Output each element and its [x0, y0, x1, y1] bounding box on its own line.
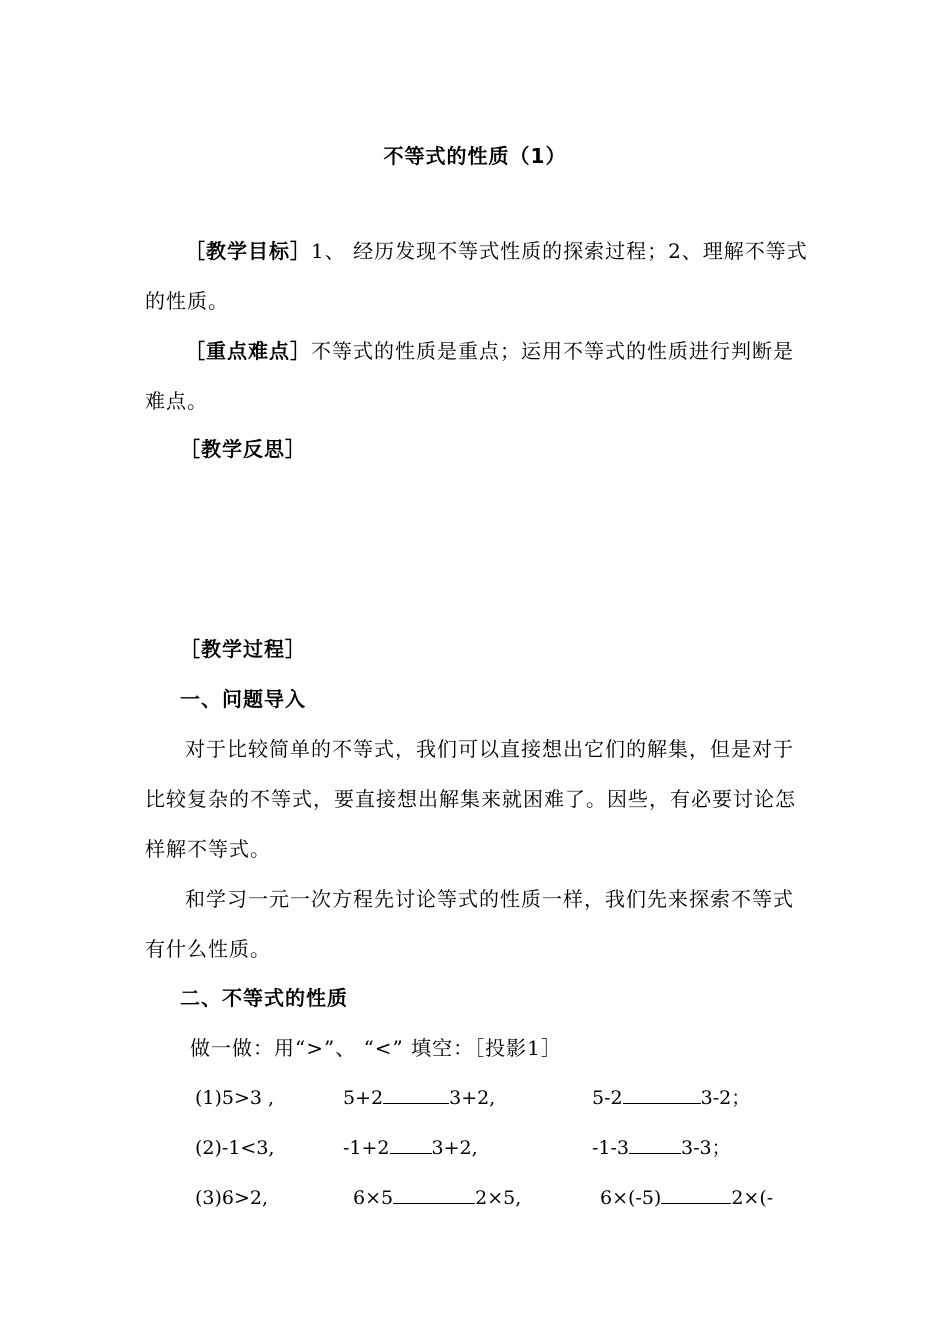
exercise-row [195, 1183, 815, 1213]
exercise-item [600, 1183, 773, 1213]
process-label: ［教学过程］ [180, 637, 306, 661]
section1-paragraph-1: 对于比较简单的不等式，我们可以直接想出它们的解集，但是对于比较复杂的不等式，要直接想出解集来就困难了。因些，有必要讨论怎样解不等式。 [145, 737, 796, 861]
expression-left: 6×(-5) [600, 1187, 662, 1209]
expression-right: 3-3； [681, 1137, 731, 1159]
key-points-label: ［重点难点］ [185, 339, 311, 363]
answer-blank[interactable] [390, 1133, 432, 1154]
objectives-paragraph [145, 226, 810, 326]
section1-paragraph-2: 和学习一元一次方程先讨论等式的性质一样，我们先来探索不等式有什么性质。 [145, 887, 794, 961]
expression-right: 3+2, [431, 1137, 478, 1159]
exercise-row [195, 1133, 815, 1163]
expression-left: 5-2 [592, 1087, 623, 1109]
exercise-item [592, 1083, 750, 1113]
expression-right: 2×(- [731, 1187, 774, 1209]
objectives-label: ［教学目标］ [185, 239, 311, 263]
expression-right: 3+2, [449, 1087, 496, 1109]
expression-left: 6×5 [353, 1187, 394, 1209]
reflection-label: ［教学反思］ [180, 437, 306, 461]
exercise-item [592, 1133, 731, 1163]
exercise-item [343, 1133, 478, 1163]
answer-blank[interactable] [661, 1183, 731, 1204]
exercise-premise: (3)6>2, [195, 1187, 269, 1209]
exercise-row [195, 1083, 815, 1113]
document-title: 不等式的性质（1） [383, 144, 567, 168]
section1-heading: 一、问题导入 [180, 687, 306, 711]
expression-left: -1+2 [343, 1137, 390, 1159]
answer-blank[interactable] [629, 1133, 681, 1154]
objectives-text: 1、 经历发现不等式性质的探索过程；2、理解不等式的性质。 [145, 239, 808, 313]
exercise-premise: (1)5>3 , [195, 1087, 275, 1109]
expression-left: -1-3 [592, 1137, 630, 1159]
answer-blank[interactable] [623, 1083, 701, 1104]
expression-right: 2×5, [475, 1187, 522, 1209]
exercise-premise: (2)-1<3, [195, 1137, 275, 1159]
expression-right: 3-2； [700, 1087, 751, 1109]
answer-blank[interactable] [383, 1083, 449, 1104]
exercise-item [343, 1083, 495, 1113]
answer-blank[interactable] [393, 1183, 475, 1204]
key-points-text: 不等式的性质是重点；运用不等式的性质进行判断是难点。 [145, 339, 794, 413]
exercise-instruction: 做一做：用“>”、 “<” 填空：［投影1］ [190, 1036, 562, 1060]
expression-left: 5+2 [343, 1087, 384, 1109]
section2-heading: 二、不等式的性质 [180, 986, 348, 1010]
key-points-paragraph [145, 326, 810, 426]
exercise-item [353, 1183, 521, 1213]
